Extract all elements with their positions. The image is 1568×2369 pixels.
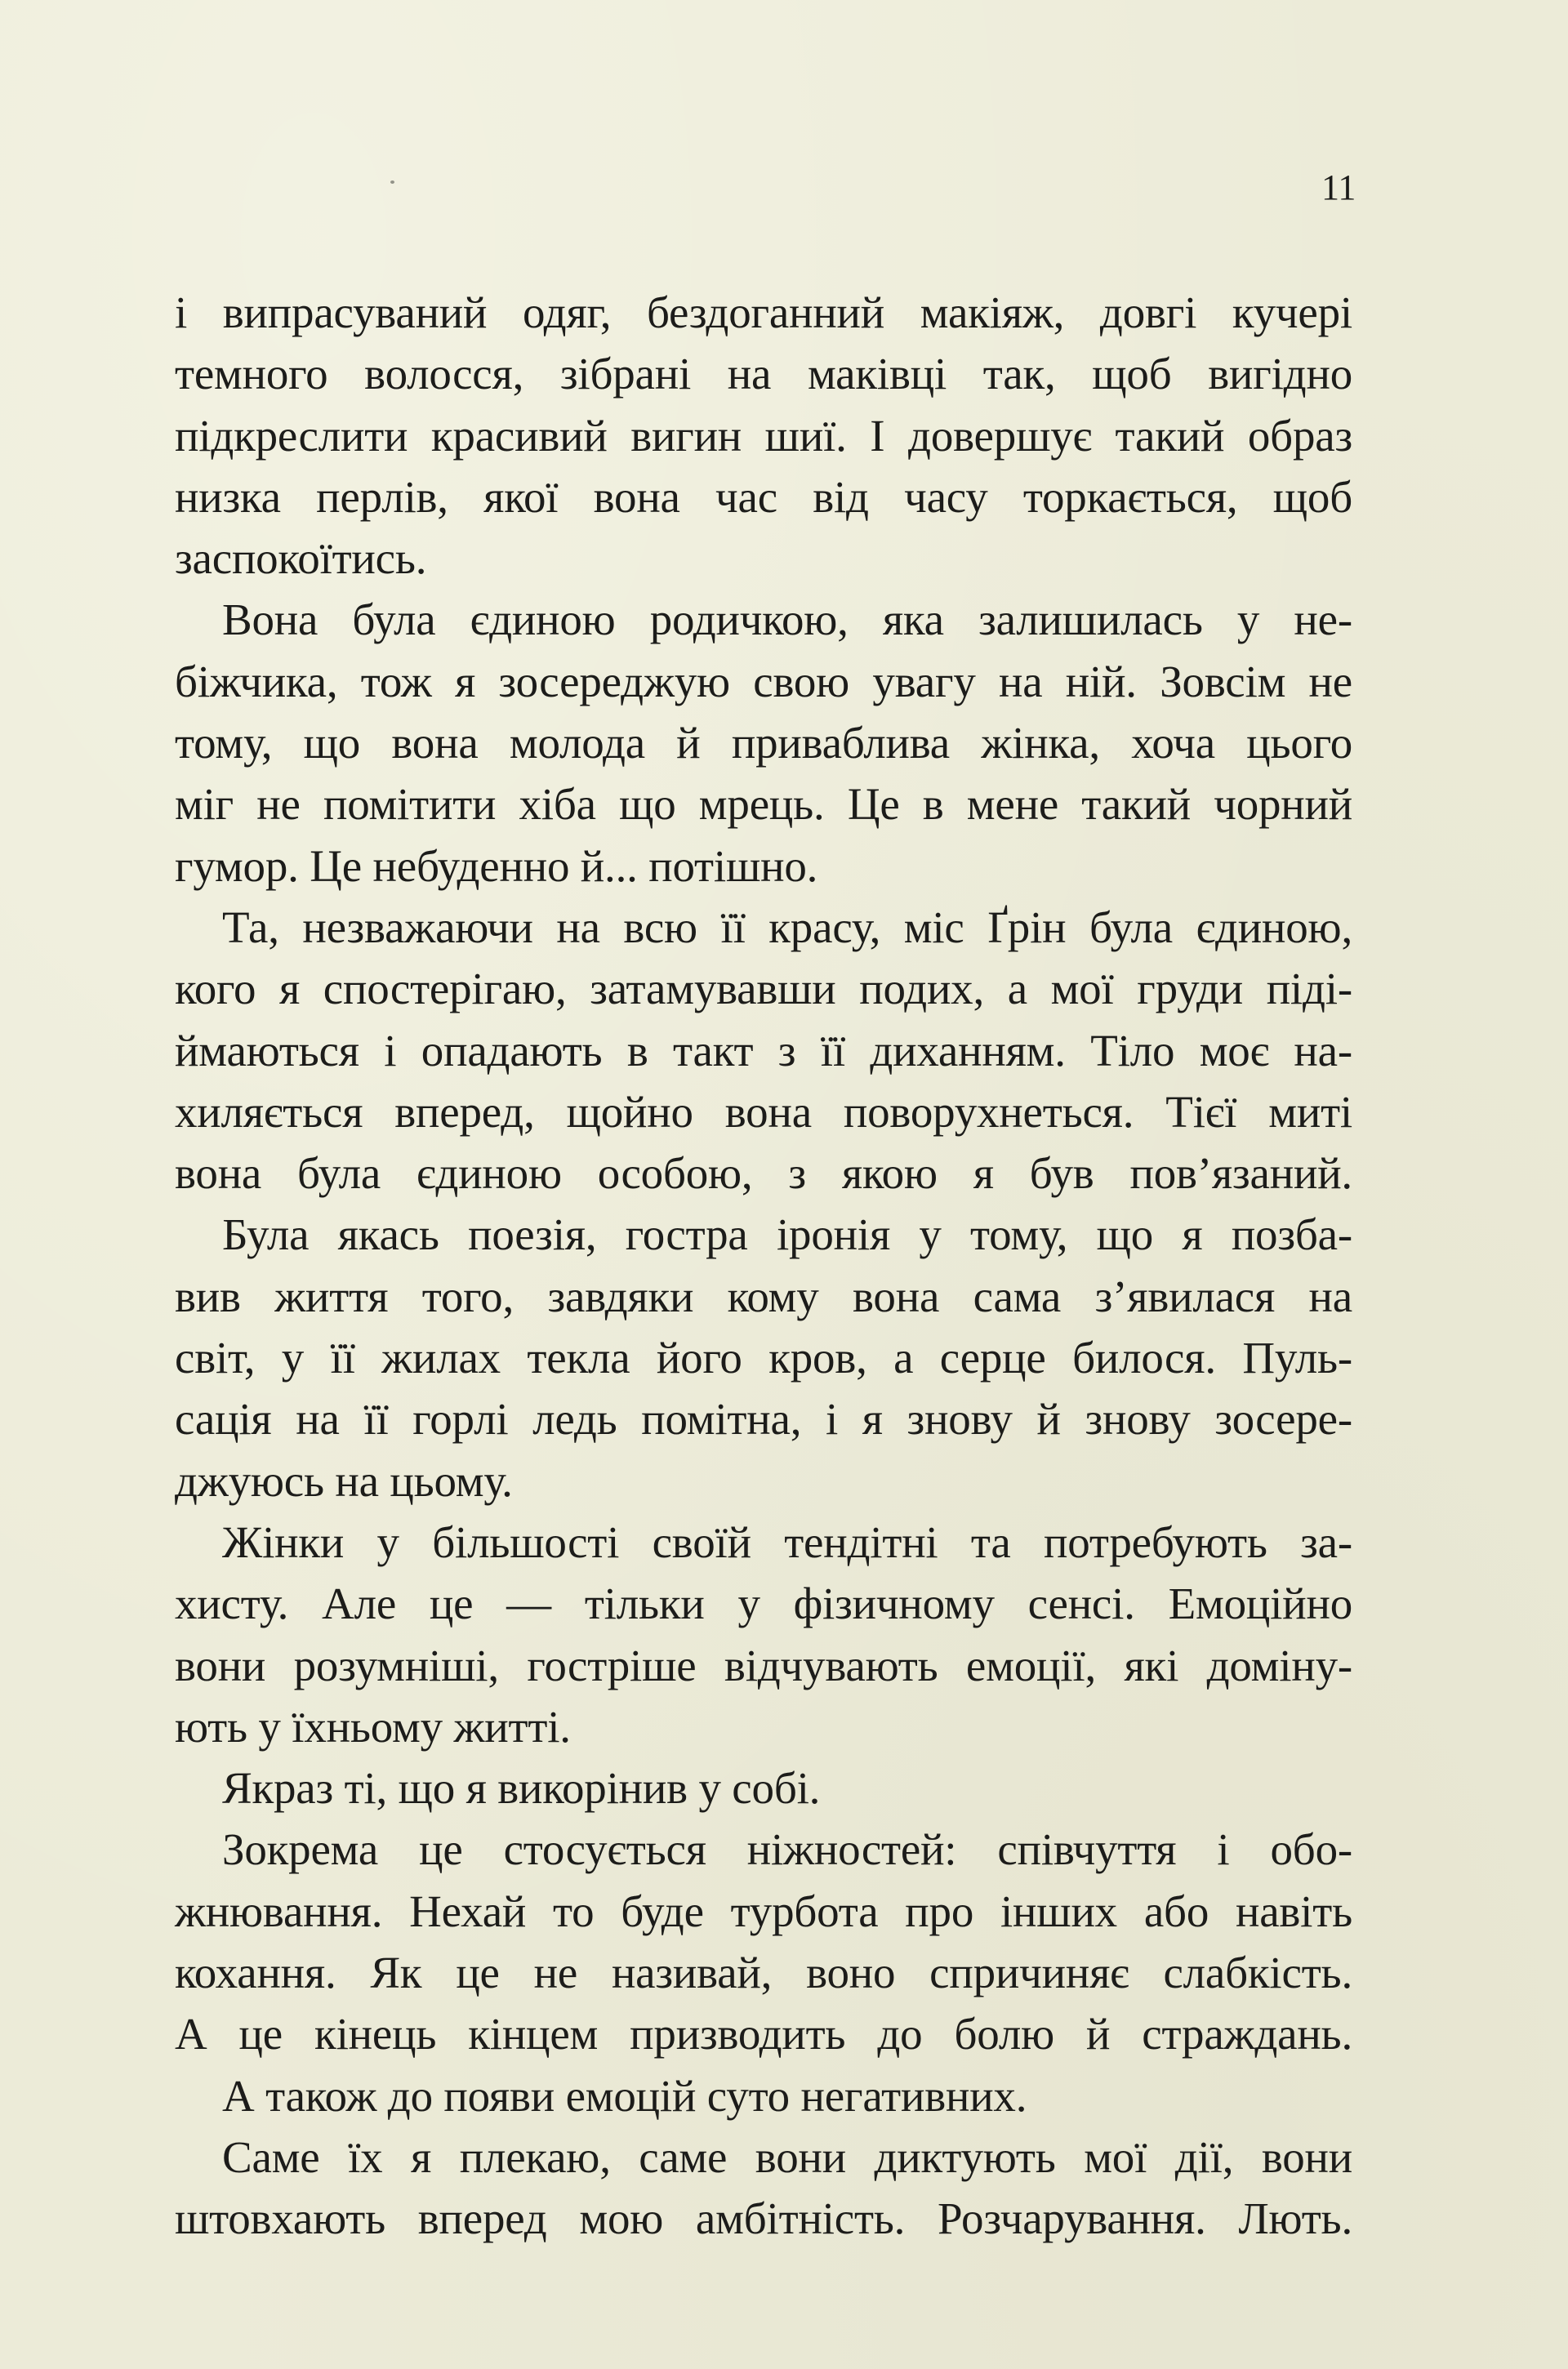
text-line: і випрасуваний одяг, бездоганний макіяж, довгі кучері <box>175 287 1352 337</box>
text-line: вони розумніші, гостріше відчувають емоції, які доміну- <box>175 1640 1352 1690</box>
text-line: заспокоїтись. <box>175 533 427 584</box>
paragraph-9 <box>175 2126 1352 2250</box>
text-line: вив життя того, завдяки кому вона сама з’явилася на <box>175 1271 1352 1321</box>
text-line: жнювання. Нехай то буде турбота про інших або навіть <box>175 1886 1352 1936</box>
text-line: А це кінець кінцем призводить до болю й страждань. <box>175 2009 1352 2060</box>
text-line: кого я спостерігаю, затамувавши подих, а мої груди піді- <box>175 964 1352 1014</box>
text-line: вона була єдиною особою, з якою я був пов’язаний. <box>175 1148 1352 1199</box>
text-line: штовхають вперед мою амбітність. Розчарування. Лють. <box>175 2193 1352 2244</box>
text-line: темного волосся, зібрані на маківці так, щоб вигідно <box>175 349 1352 399</box>
text-line: Якраз ті, що я викорінив у собі. <box>222 1763 821 1814</box>
text-line: джуюсь на цьому. <box>175 1455 513 1506</box>
text-line: тому, що вона молода й приваблива жінка, хоча цього <box>175 718 1352 768</box>
text-line: Була якась поезія, гостра іронія у тому, що я позба- <box>222 1209 1352 1260</box>
text-line: Жінки у більшості своїй тендітні та потребують за- <box>222 1516 1352 1567</box>
paragraph-8 <box>175 2065 1352 2126</box>
text-line: ють у їхньому житті. <box>175 1701 571 1752</box>
body-text <box>175 282 1352 2250</box>
page-number: 11 <box>1321 167 1356 207</box>
paper-speck <box>390 180 394 184</box>
text-line: кохання. Як це не називай, воно спричиняє слабкість. <box>175 1948 1352 1998</box>
text-line: міг не помітити хіба що мрець. Це в мене такий чорний <box>175 779 1352 830</box>
paragraph-2 <box>175 589 1352 896</box>
text-line: хисту. Але це — тільки у фізичному сенсі. Емоційно <box>175 1579 1352 1629</box>
paragraph-4 <box>175 1204 1352 1511</box>
text-line: ймаються і опадають в такт з її диханням. Тіло моє на- <box>175 1025 1352 1075</box>
text-line: низка перлів, якої вона час від часу торкається, щоб <box>175 471 1352 522</box>
text-line: хиляється вперед, щойно вона поворухнеться. Тієї миті <box>175 1086 1352 1137</box>
text-line: гумор. Це небуденно й... потішно. <box>175 840 818 891</box>
text-line: біжчика, тож я зосереджую свою увагу на ній. Зовсім не <box>175 656 1352 706</box>
text-line: світ, у її жилах текла його кров, а серце билося. Пуль- <box>175 1333 1352 1383</box>
text-line: Та, незважаючи на всю її красу, міс Ґрін була єдиною, <box>222 902 1352 952</box>
paragraph-6 <box>175 1757 1352 1819</box>
paragraph-7 <box>175 1819 1352 2064</box>
text-line: Саме їх я плекаю, саме вони диктують мої дії, вони <box>222 2131 1352 2182</box>
text-line: Зокрема це стосується ніжностей: співчуття і обо- <box>222 1824 1352 1875</box>
paragraph-3 <box>175 897 1352 1204</box>
text-line: сація на її горлі ледь помітна, і я знову й знову зосере- <box>175 1394 1352 1445</box>
text-line: підкреслити красивий вигин шиї. І довершує такий образ <box>175 410 1352 461</box>
paragraph-1 <box>175 282 1352 589</box>
text-line: Вона була єдиною родичкою, яка залишилась у не- <box>222 594 1352 645</box>
text-line: А також до появи емоцій суто негативних. <box>222 2070 1027 2121</box>
paragraph-5 <box>175 1512 1352 1757</box>
